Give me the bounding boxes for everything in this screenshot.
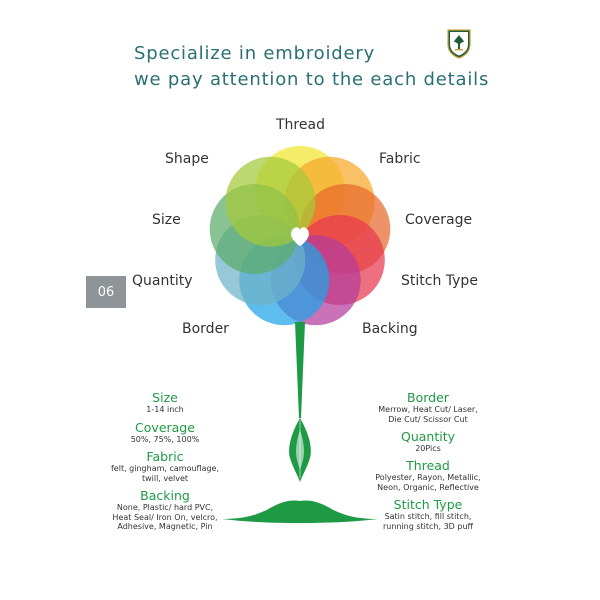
info-desc: felt, gingham, camouflage, xyxy=(110,464,220,473)
petal-label-border: Border xyxy=(182,321,229,337)
info-desc: 20Pics xyxy=(415,444,441,453)
petal-label-coverage: Coverage xyxy=(405,212,473,228)
info-desc: running stitch, 3D puff xyxy=(382,521,474,531)
info-desc: 50%, 75%, 100% xyxy=(130,435,200,444)
petal-label-stitch-type: Stitch Type xyxy=(401,273,478,289)
info-quantity xyxy=(363,430,493,454)
headline-line-1: Specialize in embroidery xyxy=(134,43,376,64)
headline-line-2: we pay attention to the each details xyxy=(134,69,490,90)
info-desc: twill, velvet xyxy=(141,473,189,483)
info-title: Stitch Type xyxy=(393,497,463,512)
info-title: Quantity xyxy=(400,429,456,444)
info-backing xyxy=(100,489,230,532)
ground-mound xyxy=(222,501,378,523)
info-title: Coverage xyxy=(135,420,195,435)
info-title: Thread xyxy=(406,458,450,473)
petal-label-thread: Thread xyxy=(276,117,325,133)
info-stitch-type xyxy=(363,498,493,531)
info-thread xyxy=(363,459,493,492)
info-desc: Satin stitch, fill stitch, xyxy=(384,512,472,521)
petal-label-size: Size xyxy=(152,212,181,228)
info-desc: 1-14 inch xyxy=(146,405,184,414)
info-fabric xyxy=(100,450,230,483)
petal-label-quantity: Quantity xyxy=(132,273,193,289)
petal-label-backing: Backing xyxy=(362,321,418,337)
info-desc: Die Cut/ Scissor Cut xyxy=(388,414,468,424)
info-desc: Neon, Organic, Reflective xyxy=(377,482,479,492)
info-desc: Adhesive, Magnetic, Pin xyxy=(117,522,213,531)
info-title: Backing xyxy=(140,488,190,503)
petal-label-fabric: Fabric xyxy=(379,151,421,167)
info-desc: Heat Seal/ Iron On, velcro, xyxy=(112,512,218,522)
info-desc: None, Plastic/ hard PVC, xyxy=(116,503,214,512)
page-number-tab: 06 xyxy=(86,276,126,308)
info-title: Fabric xyxy=(146,449,184,464)
petal-label-shape: Shape xyxy=(165,151,209,167)
info-size xyxy=(100,391,230,415)
info-desc: Polyester, Rayon, Metallic, xyxy=(375,473,481,482)
info-title: Border xyxy=(407,390,449,405)
info-title: Size xyxy=(152,390,178,405)
info-desc: Merrow, Heat Cut/ Laser, xyxy=(378,405,478,414)
flower-stem xyxy=(295,322,305,418)
info-border xyxy=(363,391,493,424)
info-coverage xyxy=(100,421,230,445)
